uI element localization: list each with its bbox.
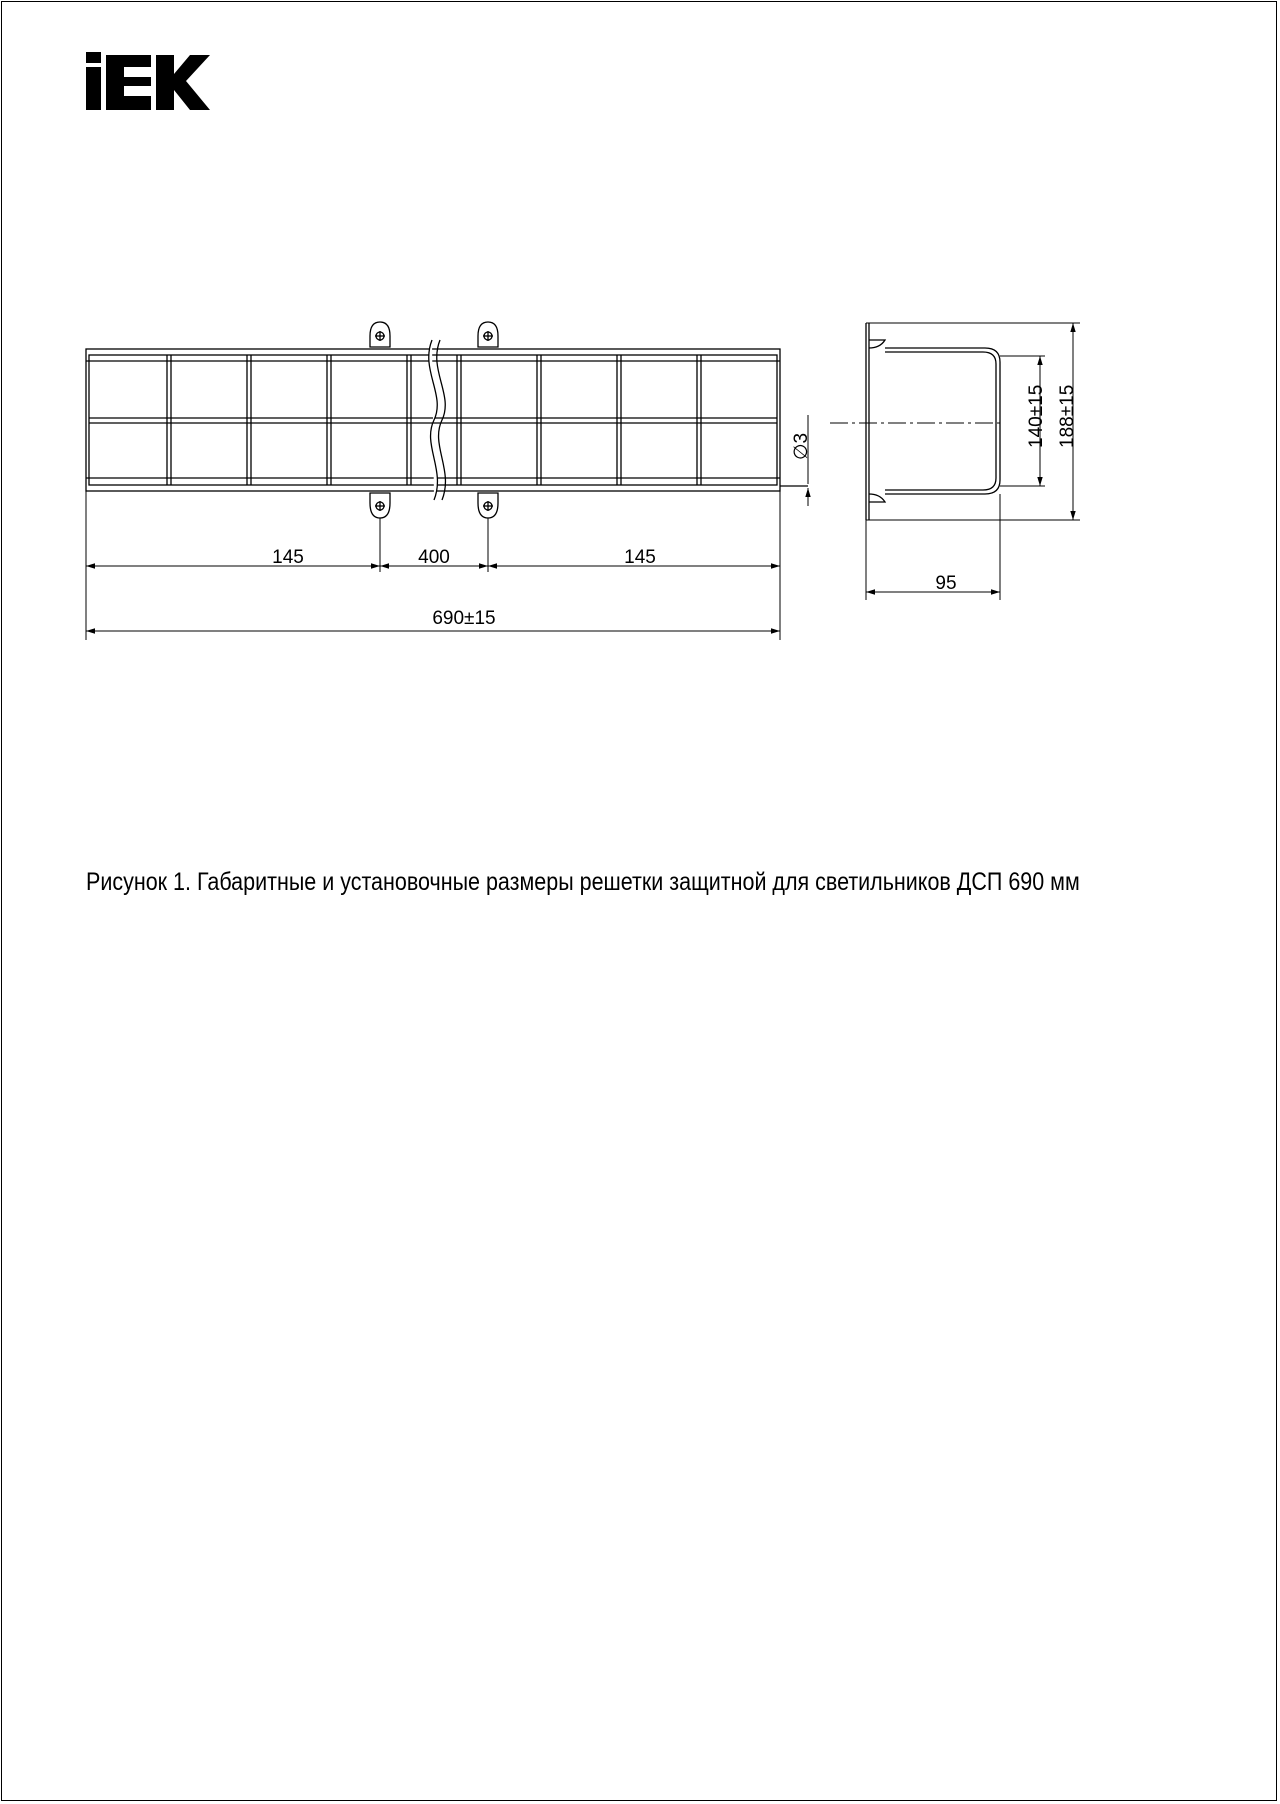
dim-diameter-label: ∅3 <box>791 432 812 460</box>
dim-right-label: 145 <box>624 547 656 568</box>
dim-width-label: 95 <box>935 573 957 594</box>
side-view-profile <box>866 323 1000 520</box>
front-dimensions <box>86 415 808 640</box>
dim-outer-height-label: 188±15 <box>1057 384 1078 448</box>
technical-drawing <box>0 0 1280 700</box>
dim-middle-label: 400 <box>418 547 450 568</box>
dim-total-label: 690±15 <box>432 608 496 629</box>
dim-inner-height-label: 140±15 <box>1026 384 1047 448</box>
figure-caption: Рисунок 1. Габаритные и установочные размеры решетки защитной для светильников ДСП 690 мм <box>86 868 1080 896</box>
front-view-grille <box>86 340 808 500</box>
dim-left-label: 145 <box>272 547 304 568</box>
side-dimensions <box>830 323 1080 600</box>
